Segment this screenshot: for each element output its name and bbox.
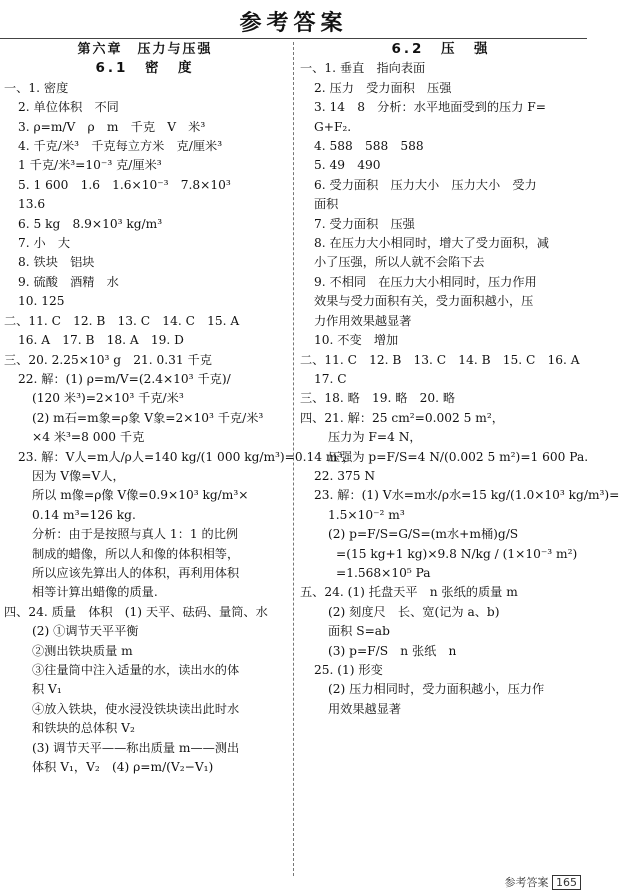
section-heading-6-1: 6.1 密 度 xyxy=(95,60,195,77)
answer-line: 22. 375 N xyxy=(314,468,376,483)
answer-line: 因为 V像=V人， xyxy=(32,468,125,483)
answer-line: (120 米³)=2×10³ 千克/米³ xyxy=(32,391,184,406)
answer-line: (2) m石=m象=ρ象 V象=2×10³ 千克/米³ xyxy=(32,410,264,425)
answer-line: 8. 铁块 铝块 xyxy=(18,255,95,270)
answer-line: 所以 m像=ρ像 V像=0.9×10³ kg/m³× xyxy=(32,488,249,503)
answer-line: ③往量筒中注入适量的水，读出水的体 xyxy=(32,663,240,677)
answer-line: 2. 压力 受力面积 压强 xyxy=(314,80,452,95)
answer-line: ②测出铁块质量 m xyxy=(32,643,133,658)
answer-line: 7. 小 大 xyxy=(18,236,71,251)
answer-line: 10. 125 xyxy=(18,294,65,309)
answer-line: 小了压强，所以人就不会陷下去 xyxy=(314,255,485,270)
answer-line: 22. 解：(1) ρ=m/V=(2.4×10³ 千克)/ xyxy=(18,371,231,386)
right-column xyxy=(300,40,619,719)
answer-line: 制成的蜡像，所以人和像的体积相等， xyxy=(32,546,240,561)
answer-line: 一、1. 垂直 指向表面 xyxy=(300,61,426,76)
answer-line: 0.14 m³=126 kg. xyxy=(32,507,136,522)
answer-line: 所以应该先算出人的体积，再利用体积 xyxy=(32,565,240,580)
answer-line: 面积 xyxy=(314,197,339,212)
answer-line: (2) 刻度尺 长、宽(记为 a、b) xyxy=(328,604,500,619)
answer-line: 五、24. (1) 托盘天平 n 张纸的质量 m xyxy=(300,585,518,600)
answer-line: 5. 49 490 xyxy=(314,158,381,173)
answer-line: 6. 受力面积 压力大小 压力大小 受力 xyxy=(314,177,537,192)
answer-line: 5. 1 600 1.6 1.6×10⁻³ 7.8×10³ xyxy=(18,177,231,192)
answer-line: (2) 压力相同时，受力面积越小，压力作 xyxy=(328,682,545,697)
answer-line: 23. 解：(1) V水=m水/ρ水=15 kg/(1.0×10³ kg/m³)= xyxy=(314,488,619,503)
answer-line: 3. 14 8 分析：水平地面受到的压力 F= xyxy=(314,100,546,115)
answer-line: 积 V₁ xyxy=(32,682,62,697)
answer-line: 13.6 xyxy=(18,197,46,212)
answer-line: (3) 调节天平——称出质量 m——测出 xyxy=(32,740,240,755)
answer-line: 压力为 F=4 N， xyxy=(328,430,422,445)
answer-line: 二、11. C 12. B 13. C 14. C 15. A xyxy=(4,313,240,328)
answer-line: G+F₂. xyxy=(314,119,352,134)
section-heading-6-2: 6.2 压 强 xyxy=(391,41,491,57)
answer-line: (2) ①调节天平平衡 xyxy=(32,624,139,639)
answer-line: 9. 不相同 在压力大小相同时，压力作用 xyxy=(314,274,537,289)
answer-line: 力作用效果越显著 xyxy=(314,313,412,328)
answer-line: 25. (1) 形变 xyxy=(314,663,383,677)
answer-line: 四、24. 质量 体积 (1) 天平、砝码、量筒、水 xyxy=(4,604,268,619)
answer-line: 17. C xyxy=(314,371,347,386)
answer-line: 23. 解：V人=m人/ρ人=140 kg/(1 000 kg/m³)=0.14 m³， xyxy=(18,449,355,464)
answer-line: ×4 米³=8 000 千克 xyxy=(32,430,145,445)
answer-line: (3) p=F/S n 张纸 n xyxy=(328,643,457,658)
answer-line: 3. ρ=m/V ρ m 千克 V 米³ xyxy=(18,119,206,134)
answer-line: =1.568×10⁵ Pa xyxy=(336,565,431,580)
answer-line: 7. 受力面积 压强 xyxy=(314,216,415,231)
answer-line: 9. 硫酸 酒精 水 xyxy=(18,274,119,289)
answer-line: 6. 5 kg 8.9×10³ kg/m³ xyxy=(18,216,163,231)
right-answer-list xyxy=(300,59,619,719)
answer-line: 4. 588 588 588 xyxy=(314,139,424,154)
answer-line: 二、11. C 12. B 13. C 14. B 15. C 16. A xyxy=(300,352,580,367)
answer-line: 16. A 17. B 18. A 19. D xyxy=(18,333,184,348)
answer-line: 分析：由于是按照与真人 1：1 的比例 xyxy=(32,527,239,542)
answer-line: 三、20. 2.25×10³ g 21. 0.31 千克 xyxy=(4,352,212,367)
page-title: 参考答案 xyxy=(239,11,348,36)
answer-line: (2) p=F/S=G/S=(m水+m桶)g/S xyxy=(328,527,519,542)
answer-line: 用效果越显著 xyxy=(328,701,402,716)
answer-line: =(15 kg+1 kg)×9.8 N/kg / (1×10⁻³ m²) xyxy=(336,546,578,561)
answer-line: 面积 S=ab xyxy=(328,624,390,639)
title-rule xyxy=(0,38,587,39)
answer-line: 体积 V₁，V₂ (4) ρ=m/(V₂−V₁) xyxy=(32,760,214,775)
answer-line: 相等计算出蜡像的质量. xyxy=(32,585,158,600)
answer-line: 2. 单位体积 不同 xyxy=(18,100,119,115)
answer-line: 效果与受力面积有关，受力面积越小，压 xyxy=(314,294,534,309)
answer-line: 4. 千克/米³ 千克每立方米 克/厘米³ xyxy=(18,139,223,154)
answer-line: 三、18. 略 19. 略 20. 略 xyxy=(300,391,456,406)
answer-line: 四、21. 解：25 cm²=0.002 5 m²， xyxy=(300,410,504,425)
answer-line: 和铁块的总体积 V₂ xyxy=(32,721,135,736)
answer-line: 8. 在压力大小相同时，增大了受力面积，减 xyxy=(314,236,549,251)
answer-line: 1.5×10⁻² m³ xyxy=(328,507,405,522)
page-number: 165 xyxy=(552,875,581,890)
answer-line: 压强为 p=F/S=4 N/(0.002 5 m²)=1 600 Pa. xyxy=(328,449,589,464)
answer-line: 1 千克/米³=10⁻³ 克/厘米³ xyxy=(18,158,162,173)
footer-label: 参考答案 xyxy=(504,876,549,889)
answer-line: 10. 不变 增加 xyxy=(314,333,399,348)
chapter-heading: 第六章 压力与压强 xyxy=(77,42,213,57)
page-footer xyxy=(505,874,582,890)
answer-line: 一、1. 密度 xyxy=(4,80,69,95)
answer-line: ④放入铁块，使水浸没铁块读出此时水 xyxy=(32,701,240,716)
